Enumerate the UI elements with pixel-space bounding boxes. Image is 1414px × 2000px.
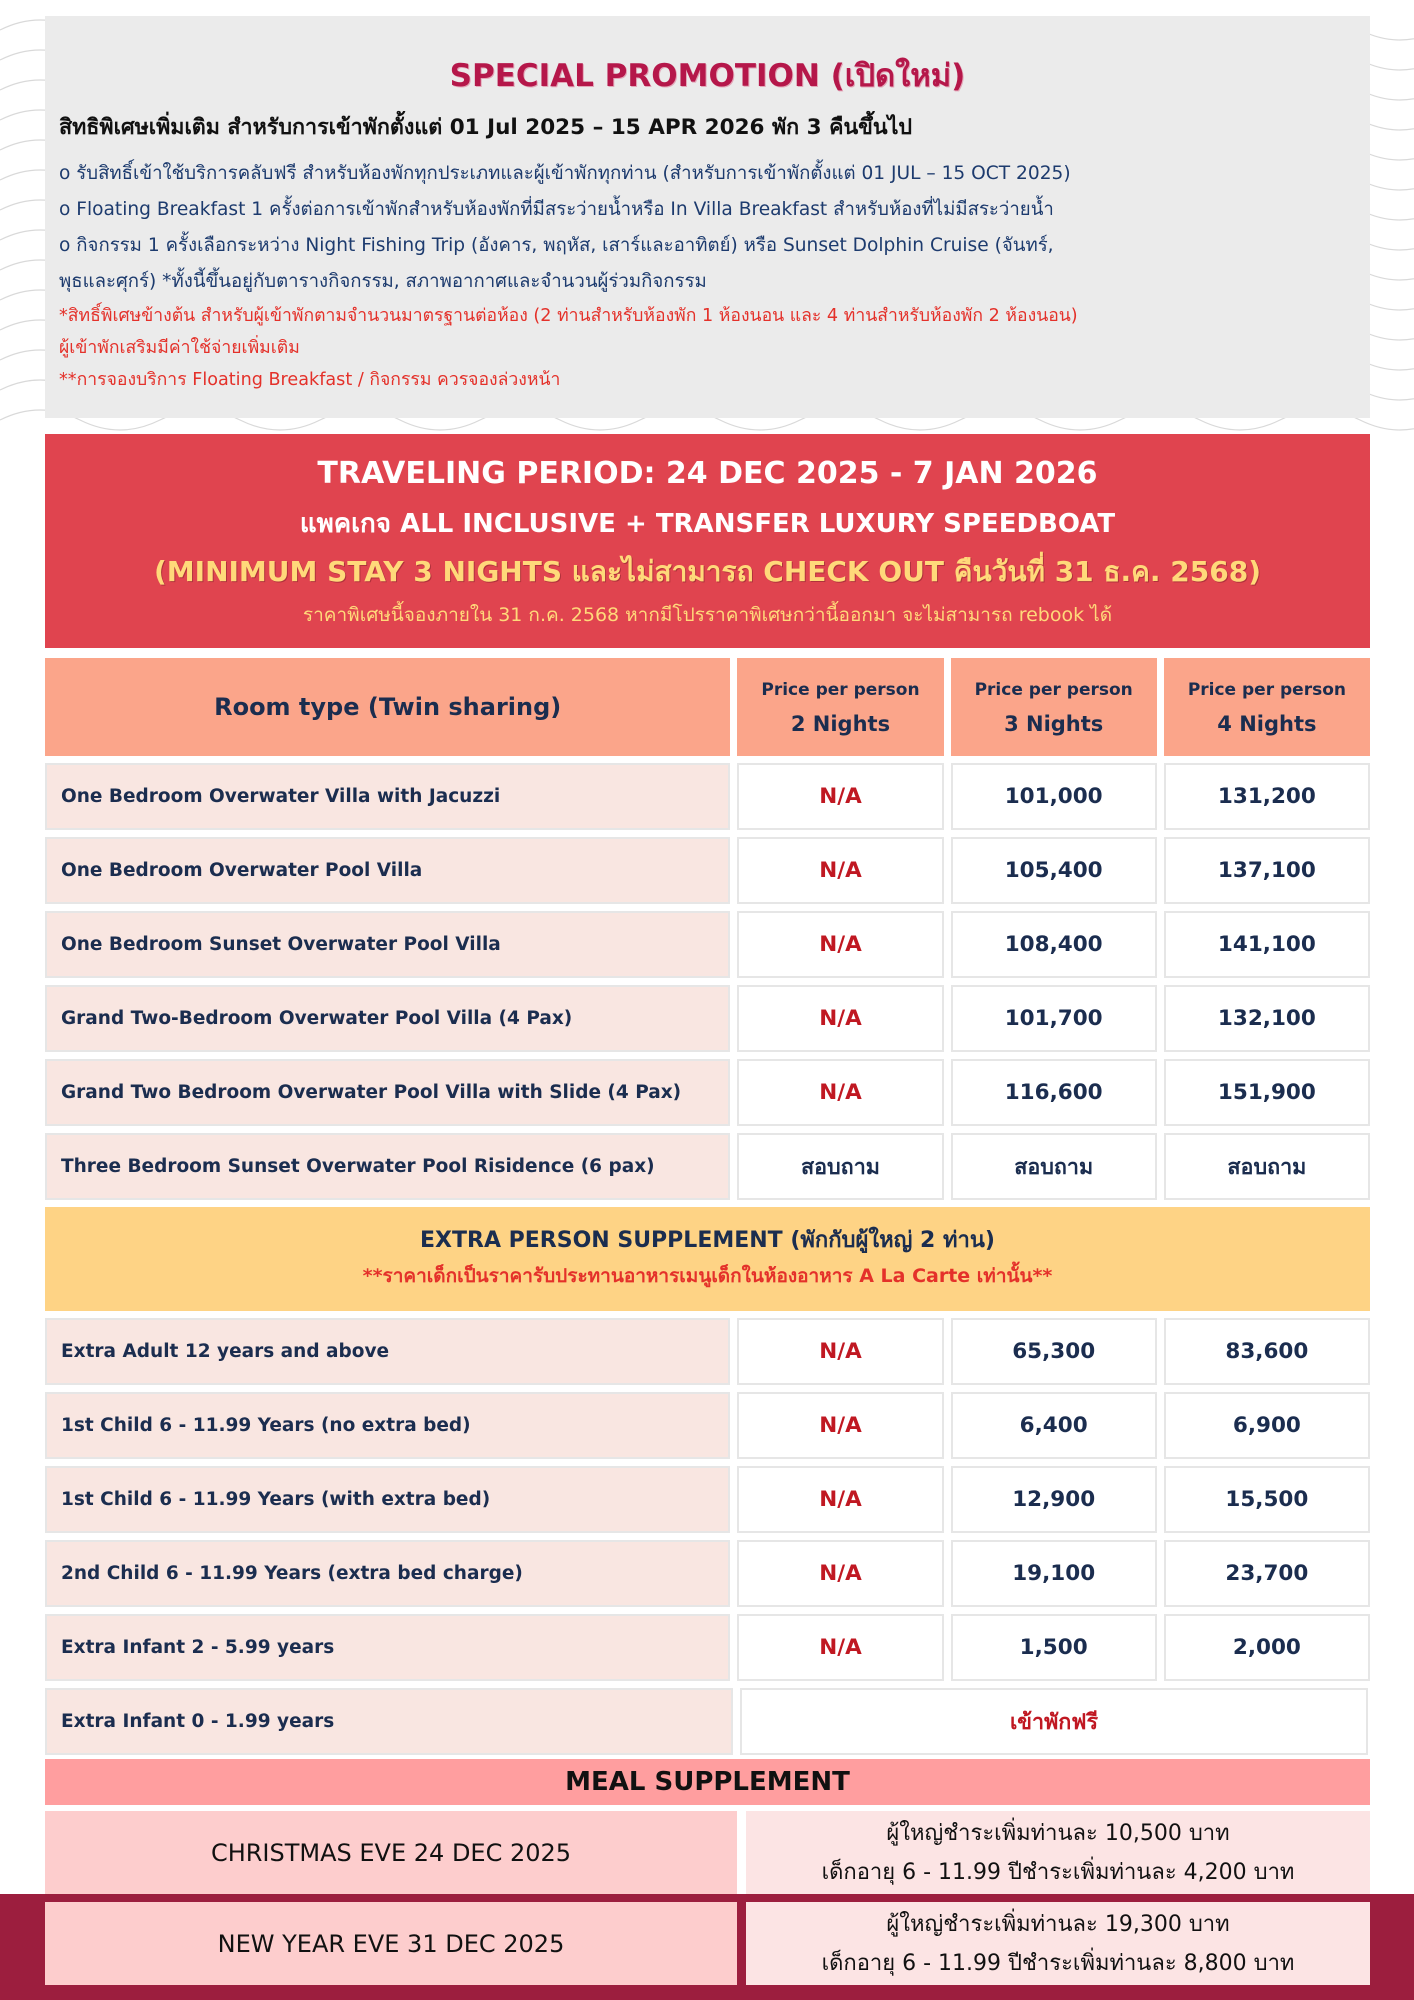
nights-label: 3 Nights <box>1004 712 1104 736</box>
price-4-nights: สอบถาม <box>1164 1133 1370 1200</box>
table-row <box>45 1392 1370 1459</box>
table-row <box>45 911 1370 978</box>
price-4-nights: 137,100 <box>1164 837 1370 904</box>
guest-type: Extra Infant 0 - 1.99 years <box>45 1688 733 1755</box>
table-row <box>45 1466 1370 1533</box>
price-4-nights: 2,000 <box>1164 1614 1370 1681</box>
price-3-nights: 65,300 <box>951 1318 1157 1385</box>
room-name: One Bedroom Overwater Pool Villa <box>45 837 730 904</box>
price-4-nights: 132,100 <box>1164 985 1370 1052</box>
column-header-4-nights <box>1164 658 1370 756</box>
meal-price <box>746 1811 1370 1894</box>
price-per-person-label: Price per person <box>761 680 920 700</box>
price-3-nights: 105,400 <box>951 837 1157 904</box>
meal-event-name: NEW YEAR EVE 31 DEC 2025 <box>45 1902 737 1985</box>
room-name: One Bedroom Overwater Villa with Jacuzzi <box>45 763 730 830</box>
price-2-nights: N/A <box>737 911 943 978</box>
table-row <box>45 1318 1370 1385</box>
price-4-nights: 15,500 <box>1164 1466 1370 1533</box>
extra-person-title: EXTRA PERSON SUPPLEMENT (พักกับผู้ใหญ่ 2 ท่าน) <box>420 1228 995 1253</box>
nights-label: 2 Nights <box>790 712 891 736</box>
guest-type: 1st Child 6 - 11.99 Years (with extra bed) <box>45 1466 730 1533</box>
table-row <box>45 1540 1370 1607</box>
meal-supplement-title: MEAL SUPPLEMENT <box>45 1759 1370 1805</box>
table-row <box>45 1688 1370 1755</box>
traveling-period: TRAVELING PERIOD: 24 DEC 2025 - 7 JAN 2026 <box>317 456 1098 491</box>
price-per-person-label: Price per person <box>1187 680 1346 700</box>
promotion-sheet <box>45 16 1370 1993</box>
promo-note: **การจองบริการ Floating Breakfast / กิจกรรม ควรจองล่วงหน้า <box>59 370 561 390</box>
price-4-nights: 6,900 <box>1164 1392 1370 1459</box>
infant-free-stay: เข้าพักฟรี <box>740 1688 1368 1755</box>
room-name: Grand Two-Bedroom Overwater Pool Villa (4 Pax) <box>45 985 730 1052</box>
guest-type: Extra Infant 2 - 5.99 years <box>45 1614 730 1681</box>
benefit-line: o Floating Breakfast 1 ครั้งต่อการเข้าพักสำหรับห้องพักที่มีสระว่ายน้ำหรือ In Villa Breakfast สำหรับห้องที่ไม่มีสระว่ายน้ำ <box>59 199 1054 220</box>
column-header-3-nights <box>951 658 1157 756</box>
extra-person-note: **ราคาเด็กเป็นราคารับประทานอาหารเมนูเด็กในห้องอาหาร A La Carte เท่านั้น** <box>362 1265 1053 1287</box>
guest-type: Extra Adult 12 years and above <box>45 1318 730 1385</box>
price-4-nights: 141,100 <box>1164 911 1370 978</box>
promo-note: ผู้เข้าพักเสริมมีค่าใช้จ่ายเพิ่มเติม <box>59 338 300 358</box>
price-2-nights: N/A <box>737 1466 943 1533</box>
extra-person-banner <box>45 1207 1370 1311</box>
adult-charge: ผู้ใหญ่ชำระเพิ่มท่านละ 10,500 บาท <box>886 1820 1230 1846</box>
column-header-room-type: Room type (Twin sharing) <box>45 658 730 756</box>
nights-label: 4 Nights <box>1217 712 1317 736</box>
price-3-nights: 6,400 <box>951 1392 1157 1459</box>
price-table <box>45 658 1370 1985</box>
child-charge: เด็กอายุ 6 - 11.99 ปีชำระเพิ่มท่านละ 4,200 บาท <box>821 1859 1295 1885</box>
price-2-nights: N/A <box>737 985 943 1052</box>
package-name: แพคเกจ ALL INCLUSIVE + TRANSFER LUXURY SPEEDBOAT <box>299 509 1116 539</box>
price-2-nights: N/A <box>737 1614 943 1681</box>
price-4-nights: 23,700 <box>1164 1540 1370 1607</box>
benefit-line: o กิจกรรม 1 ครั้งเลือกระหว่าง Night Fishing Trip (อังคาร, พฤหัส, เสาร์และอาทิตย์) หรือ Sunset Dolphin Cruise (จันทร์, <box>59 235 1054 256</box>
table-row <box>45 1614 1370 1681</box>
price-3-nights: สอบถาม <box>951 1133 1157 1200</box>
meal-row <box>45 1811 1370 1894</box>
table-row <box>45 985 1370 1052</box>
price-2-nights: N/A <box>737 1392 943 1459</box>
price-3-nights: 116,600 <box>951 1059 1157 1126</box>
guest-type: 1st Child 6 - 11.99 Years (no extra bed) <box>45 1392 730 1459</box>
price-per-person-label: Price per person <box>974 680 1133 700</box>
price-4-nights: 131,200 <box>1164 763 1370 830</box>
price-3-nights: 19,100 <box>951 1540 1157 1607</box>
price-4-nights: 151,900 <box>1164 1059 1370 1126</box>
column-header-2-nights <box>737 658 943 756</box>
promo-note: *สิทธิ์พิเศษข้างต้น สำหรับผู้เข้าพักตามจำนวนมาตรฐานต่อห้อง (2 ท่านสำหรับห้องพัก 1 ห้องนอน และ 4 ท่านสำหรับห้องพัก 2 ห้องนอน) <box>59 306 1078 326</box>
price-3-nights: 108,400 <box>951 911 1157 978</box>
price-3-nights: 1,500 <box>951 1614 1157 1681</box>
room-name: Grand Two Bedroom Overwater Pool Villa with Slide (4 Pax) <box>45 1059 730 1126</box>
promo-subtitle: สิทธิพิเศษเพิ่มเติม สำหรับการเข้าพักตั้งแต่ 01 Jul 2025 – 15 APR 2026 พัก 3 คืนขึ้นไป <box>59 115 913 140</box>
adult-charge: ผู้ใหญ่ชำระเพิ่มท่านละ 19,300 บาท <box>886 1911 1230 1937</box>
table-row <box>45 1133 1370 1200</box>
promo-title: SPECIAL PROMOTION (เปิดใหม่) <box>449 58 966 94</box>
room-name: One Bedroom Sunset Overwater Pool Villa <box>45 911 730 978</box>
price-3-nights: 101,700 <box>951 985 1157 1052</box>
minimum-stay-note: (MINIMUM STAY 3 NIGHTS และไม่สามารถ CHECK OUT คืนวันที่ 31 ธ.ค. 2568) <box>154 555 1261 588</box>
price-2-nights: N/A <box>737 1540 943 1607</box>
traveling-period-header <box>45 434 1370 648</box>
meal-price <box>746 1902 1370 1985</box>
price-2-nights: N/A <box>737 837 943 904</box>
table-row <box>45 763 1370 830</box>
price-3-nights: 12,900 <box>951 1466 1157 1533</box>
meal-event-name: CHRISTMAS EVE 24 DEC 2025 <box>45 1811 737 1894</box>
price-3-nights: 101,000 <box>951 763 1157 830</box>
table-header-row <box>45 658 1370 756</box>
price-2-nights: สอบถาม <box>737 1133 943 1200</box>
price-2-nights: N/A <box>737 1318 943 1385</box>
price-2-nights: N/A <box>737 1059 943 1126</box>
benefit-line: พุธและศุกร์) *ทั้งนี้ขึ้นอยู่กับตารางกิจกรรม, สภาพอากาศและจำนวนผู้ร่วมกิจกรรม <box>59 271 707 292</box>
benefit-line: o รับสิทธิ์เข้าใช้บริการคลับฟรี สำหรับห้องพักทุกประเภทและผู้เข้าพักทุกท่าน (สำหรับการเข้าพักตั้งแต่ 01 JUL – 15 OCT 2025) <box>59 163 1071 184</box>
table-row <box>45 837 1370 904</box>
meal-row <box>45 1902 1370 1985</box>
price-4-nights: 83,600 <box>1164 1318 1370 1385</box>
promo-section <box>45 16 1370 418</box>
room-name: Three Bedroom Sunset Overwater Pool Risidence (6 pax) <box>45 1133 730 1200</box>
booking-condition: ราคาพิเศษนี้จองภายใน 31 ก.ค. 2568 หากมีโปรราคาพิเศษกว่านี้ออกมา จะไม่สามารถ rebook ได้ <box>302 604 1113 626</box>
child-charge: เด็กอายุ 6 - 11.99 ปีชำระเพิ่มท่านละ 8,800 บาท <box>821 1950 1295 1976</box>
price-2-nights: N/A <box>737 763 943 830</box>
table-row <box>45 1059 1370 1126</box>
guest-type: 2nd Child 6 - 11.99 Years (extra bed charge) <box>45 1540 730 1607</box>
